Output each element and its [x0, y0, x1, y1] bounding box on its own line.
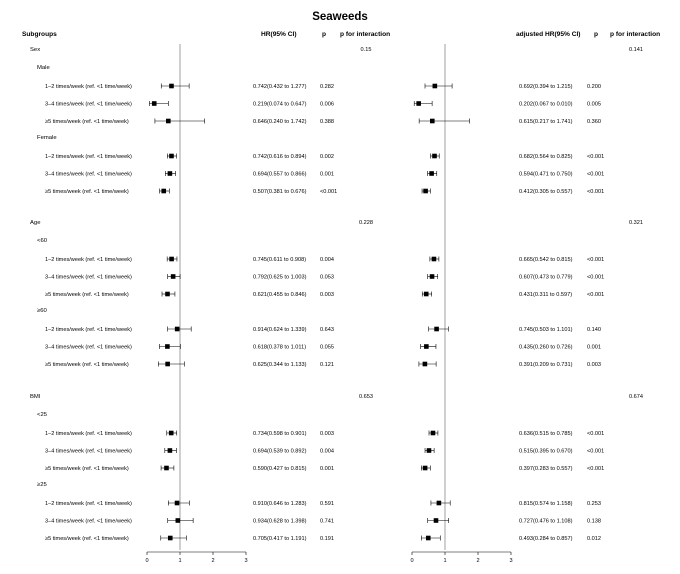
- row-p-value: 0.006: [320, 101, 334, 108]
- row-p-value: 0.004: [320, 257, 334, 263]
- point-estimate-left: [161, 189, 166, 194]
- row-p-value: 0.053: [320, 274, 334, 281]
- row-adjusted-p-value: <0.001: [587, 448, 605, 455]
- row-adjusted-hr-text: 0.615(0.217 to 1.741): [519, 119, 573, 125]
- point-estimate-right: [416, 101, 421, 106]
- row-hr-text: 0.694(0.557 to 0.866): [253, 171, 307, 178]
- subgroup-label: <60: [37, 238, 47, 244]
- point-estimate-left: [168, 171, 173, 176]
- group-label: Sex: [30, 47, 41, 53]
- point-estimate-left: [164, 466, 169, 471]
- subgroup-label: Male: [37, 65, 50, 71]
- row-label: ≥5 times/week (ref. <1 time/week): [45, 362, 129, 368]
- row-adjusted-p-value: <0.001: [587, 189, 605, 195]
- row-adjusted-hr-text: 0.391(0.209 to 0.731): [519, 362, 573, 368]
- point-estimate-right: [432, 257, 437, 262]
- x-tick-label-left: 1: [178, 558, 182, 564]
- header-adjusted-p-interaction: p for interaction: [610, 31, 661, 38]
- point-estimate-left: [175, 501, 180, 506]
- point-estimate-right: [423, 466, 428, 471]
- row-adjusted-hr-text: 0.493(0.284 to 0.857): [519, 536, 573, 542]
- point-estimate-right: [430, 119, 435, 124]
- point-estimate-left: [165, 362, 170, 367]
- x-tick-label-right: 3: [509, 558, 513, 564]
- group-label: Age: [30, 220, 41, 226]
- subgroup-label: Female: [37, 135, 57, 141]
- row-adjusted-hr-text: 0.397(0.283 to 0.557): [519, 466, 573, 472]
- row-hr-text: 0.934(0.628 to 1.398): [253, 518, 307, 525]
- table-rows: [30, 47, 643, 542]
- row-adjusted-p-value: <0.001: [587, 292, 605, 298]
- right-forest-panel: [410, 44, 512, 564]
- row-label: 3–4 times/week (ref. <1 time/week): [45, 344, 132, 351]
- row-p-value: 0.121: [320, 362, 334, 368]
- row-adjusted-p-value: <0.001: [587, 154, 605, 160]
- point-estimate-right: [424, 344, 429, 349]
- row-hr-text: 0.914(0.624 to 1.339): [253, 327, 307, 333]
- row-label: 1–2 times/week (ref. <1 time/week): [45, 257, 132, 263]
- row-hr-text: 0.742(0.616 to 0.894): [253, 154, 307, 160]
- row-label: 1–2 times/week (ref. <1 time/week): [45, 501, 132, 507]
- point-estimate-right: [431, 431, 436, 436]
- row-adjusted-hr-text: 0.607(0.473 to 0.779): [519, 274, 573, 281]
- group-label: BMI: [30, 394, 41, 400]
- row-hr-text: 0.742(0.432 to 1.277): [253, 84, 307, 90]
- row-p-value: 0.282: [320, 84, 334, 90]
- row-adjusted-hr-text: 0.727(0.476 to 1.108): [519, 518, 573, 525]
- point-estimate-right: [424, 292, 429, 297]
- row-adjusted-hr-text: 0.202(0.067 to 0.010): [519, 101, 573, 108]
- row-adjusted-p-value: 0.005: [587, 101, 601, 108]
- row-label: 3–4 times/week (ref. <1 time/week): [45, 518, 132, 525]
- row-adjusted-hr-text: 0.815(0.574 to 1.158): [519, 501, 573, 507]
- x-tick-label-right: 1: [443, 558, 447, 564]
- group-adjusted-p-interaction: 0.321: [629, 220, 643, 226]
- point-estimate-right: [427, 448, 432, 453]
- point-estimate-left: [169, 431, 174, 436]
- row-hr-text: 0.745(0.611 to 0.908): [253, 257, 307, 263]
- header-hr: HR(95% CI): [261, 31, 297, 38]
- group-adjusted-p-interaction: 0.141: [629, 47, 643, 53]
- x-tick-label-left: 2: [211, 558, 215, 564]
- row-adjusted-p-value: 0.001: [587, 344, 601, 351]
- row-label: ≥5 times/week (ref. <1 time/week): [45, 292, 129, 298]
- row-p-value: 0.643: [320, 327, 334, 333]
- group-p-interaction: 0.653: [359, 394, 373, 400]
- row-hr-text: 0.734(0.598 to 0.901): [253, 431, 307, 437]
- point-estimate-right: [434, 327, 439, 332]
- subgroup-label: <25: [37, 412, 47, 418]
- row-label: 3–4 times/week (ref. <1 time/week): [45, 101, 132, 108]
- row-adjusted-p-value: <0.001: [587, 431, 605, 437]
- row-adjusted-p-value: 0.138: [587, 518, 601, 525]
- point-estimate-right: [437, 501, 442, 506]
- row-p-value: 0.001: [320, 466, 334, 472]
- row-adjusted-p-value: <0.001: [587, 274, 605, 281]
- row-adjusted-hr-text: 0.745(0.503 to 1.101): [519, 327, 573, 333]
- left-forest-panel: [145, 44, 247, 564]
- row-adjusted-p-value: 0.140: [587, 327, 601, 333]
- row-adjusted-hr-text: 0.594(0.471 to 0.750): [519, 171, 573, 178]
- row-hr-text: 0.646(0.240 to 1.742): [253, 119, 307, 125]
- point-estimate-right: [430, 274, 435, 279]
- row-adjusted-hr-text: 0.435(0.260 to 0.726): [519, 344, 573, 351]
- row-hr-text: 0.618(0.378 to 1.011): [253, 344, 307, 351]
- row-hr-text: 0.625(0.344 to 1.133): [253, 362, 307, 368]
- row-adjusted-hr-text: 0.636(0.515 to 0.785): [519, 431, 573, 437]
- point-estimate-left: [165, 292, 170, 297]
- row-label: 3–4 times/week (ref. <1 time/week): [45, 448, 132, 455]
- row-adjusted-hr-text: 0.665(0.542 to 0.815): [519, 257, 573, 263]
- header-p: p: [322, 31, 327, 38]
- row-label: ≥5 times/week (ref. <1 time/week): [45, 536, 129, 542]
- row-p-value: 0.003: [320, 292, 334, 298]
- point-estimate-left: [171, 274, 176, 279]
- group-p-interaction: 0.228: [359, 220, 373, 226]
- header-adjusted-p: p: [594, 31, 599, 38]
- x-tick-label-left: 0: [145, 558, 149, 564]
- point-estimate-left: [169, 257, 174, 262]
- row-adjusted-hr-text: 0.431(0.311 to 0.597): [519, 292, 573, 298]
- row-label: 1–2 times/week (ref. <1 time/week): [45, 431, 132, 437]
- row-hr-text: 0.910(0.646 to 1.283): [253, 501, 307, 507]
- point-estimate-right: [429, 171, 434, 176]
- row-label: 1–2 times/week (ref. <1 time/week): [45, 154, 132, 160]
- point-estimate-right: [432, 154, 437, 159]
- x-tick-label-left: 3: [244, 558, 248, 564]
- point-estimate-left: [175, 327, 180, 332]
- point-estimate-left: [176, 518, 181, 523]
- x-tick-label-right: 2: [476, 558, 480, 564]
- row-p-value: 0.388: [320, 119, 334, 125]
- row-p-value: 0.002: [320, 154, 334, 160]
- row-hr-text: 0.792(0.625 to 1.003): [253, 274, 307, 281]
- row-adjusted-hr-text: 0.412(0.305 to 0.557): [519, 189, 573, 195]
- row-p-value: 0.004: [320, 448, 334, 455]
- header-p-interaction: p for interaction: [340, 31, 391, 38]
- row-label: ≥5 times/week (ref. <1 time/week): [45, 466, 129, 472]
- row-label: 1–2 times/week (ref. <1 time/week): [45, 327, 132, 333]
- row-adjusted-p-value: 0.003: [587, 362, 601, 368]
- x-tick-label-right: 0: [410, 558, 414, 564]
- row-hr-text: 0.705(0.417 to 1.191): [253, 536, 307, 542]
- row-p-value: 0.001: [320, 171, 334, 178]
- row-label: ≥5 times/week (ref. <1 time/week): [45, 189, 129, 195]
- row-adjusted-p-value: <0.001: [587, 466, 605, 472]
- row-label: ≥5 times/week (ref. <1 time/week): [45, 119, 129, 125]
- row-adjusted-hr-text: 0.682(0.564 to 0.825): [519, 154, 573, 160]
- row-hr-text: 0.621(0.455 to 0.846): [253, 292, 307, 298]
- row-adjusted-hr-text: 0.692(0.394 to 1.215): [519, 84, 573, 90]
- row-adjusted-p-value: 0.253: [587, 501, 601, 507]
- point-estimate-right: [423, 362, 428, 367]
- point-estimate-right: [426, 536, 431, 541]
- row-adjusted-p-value: <0.001: [587, 257, 605, 263]
- row-p-value: 0.741: [320, 518, 334, 525]
- chart-title: Seaweeds: [312, 11, 368, 23]
- row-adjusted-p-value: 0.360: [587, 119, 601, 125]
- header-subgroups: Subgroups: [22, 31, 57, 38]
- row-hr-text: 0.219(0.074 to 0.647): [253, 101, 307, 108]
- point-estimate-left: [168, 536, 173, 541]
- group-p-interaction: 0.15: [360, 47, 372, 53]
- point-estimate-left: [152, 101, 157, 106]
- row-hr-text: 0.590(0.427 to 0.815): [253, 466, 307, 472]
- row-label: 1–2 times/week (ref. <1 time/week): [45, 84, 132, 90]
- point-estimate-left: [169, 154, 174, 159]
- row-label: 3–4 times/week (ref. <1 time/week): [45, 274, 132, 281]
- row-label: 3–4 times/week (ref. <1 time/week): [45, 171, 132, 178]
- point-estimate-left: [169, 84, 174, 89]
- row-p-value: 0.591: [320, 501, 334, 507]
- subgroup-label: ≥60: [37, 308, 47, 314]
- row-p-value: <0.001: [320, 189, 338, 195]
- row-adjusted-p-value: 0.200: [587, 84, 601, 90]
- row-adjusted-hr-text: 0.515(0.395 to 0.670): [519, 448, 573, 455]
- header-adjusted-hr: adjusted HR(95% CI): [516, 31, 581, 38]
- point-estimate-right: [433, 84, 438, 89]
- row-p-value: 0.003: [320, 431, 334, 437]
- group-adjusted-p-interaction: 0.674: [629, 394, 643, 400]
- row-p-value: 0.055: [320, 344, 334, 351]
- subgroup-label: ≥25: [37, 482, 47, 488]
- point-estimate-left: [168, 448, 173, 453]
- point-estimate-left: [166, 119, 171, 124]
- point-estimate-left: [165, 344, 170, 349]
- row-hr-text: 0.507(0.381 to 0.676): [253, 189, 307, 195]
- row-adjusted-p-value: <0.001: [587, 171, 605, 178]
- row-adjusted-p-value: 0.012: [587, 536, 601, 542]
- point-estimate-right: [434, 518, 439, 523]
- row-hr-text: 0.694(0.539 to 0.892): [253, 448, 307, 455]
- row-p-value: 0.191: [320, 536, 334, 542]
- point-estimate-right: [423, 189, 428, 194]
